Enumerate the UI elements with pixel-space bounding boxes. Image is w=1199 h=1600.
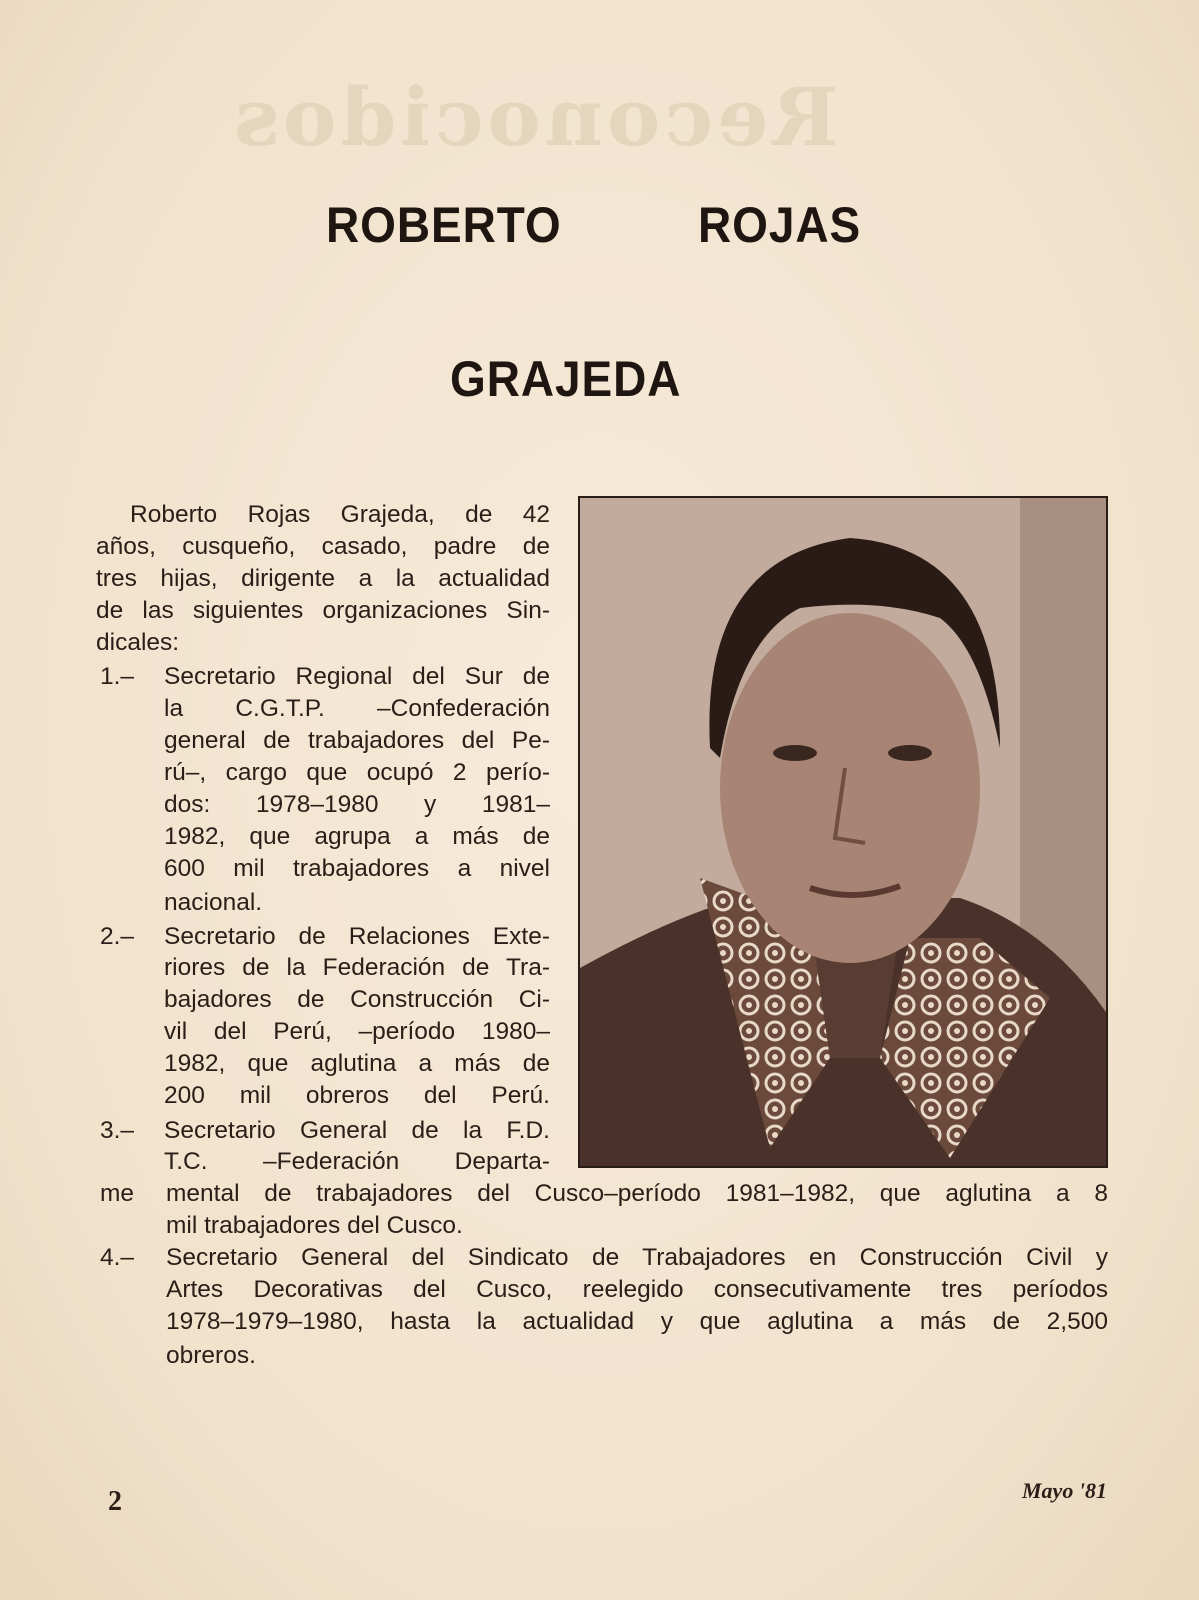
text-line xyxy=(0,758,1199,788)
line-text: mil trabajadores del Cusco. xyxy=(166,1212,463,1239)
page-number: 2 xyxy=(108,1486,122,1517)
text-line xyxy=(0,1049,1199,1079)
list-number: 1.– xyxy=(100,663,135,690)
line-text: 1982, que aglutina a más de xyxy=(164,1050,550,1077)
line-text: Roberto Rojas Grajeda, de 42 xyxy=(130,501,550,528)
line-text: dos: 1978–1980 y 1981– xyxy=(164,791,550,818)
text-line xyxy=(0,500,1199,530)
text-line xyxy=(0,1211,1199,1241)
text-line xyxy=(0,694,1199,724)
text-line xyxy=(0,662,1199,692)
text-line xyxy=(0,1179,1199,1209)
line-text: rú–, cargo que ocupó 2 perío- xyxy=(164,759,550,786)
text-line xyxy=(0,1116,1199,1146)
line-text: dicales: xyxy=(96,629,180,656)
text-line xyxy=(0,1017,1199,1047)
line-text: T.C. –Federación Departa- xyxy=(164,1148,550,1175)
line-text: vil del Perú, –período 1980– xyxy=(164,1018,550,1045)
bleed-through-text: Reconocidos xyxy=(230,70,839,164)
issue-date: Mayo '81 xyxy=(1022,1478,1107,1503)
text-line xyxy=(0,888,1199,918)
text-line xyxy=(0,854,1199,884)
text-line xyxy=(0,1243,1199,1273)
text-line xyxy=(0,1341,1199,1371)
text-line xyxy=(0,726,1199,756)
list-number: 3.– xyxy=(100,1117,135,1144)
text-line xyxy=(0,564,1199,594)
line-text: Artes Decorativas del Cusco, reelegido consecutivamente tres períodos xyxy=(166,1276,1108,1303)
line-text: Secretario General del Sindicato de Trabajadores en Construcción Civil y xyxy=(166,1244,1108,1271)
text-line xyxy=(0,1307,1199,1337)
line-text: mental de trabajadores del Cusco–período 1981–1982, que aglutina a 8 xyxy=(166,1180,1108,1207)
text-line xyxy=(0,596,1199,626)
text-line xyxy=(0,1275,1199,1305)
line-text: riores de la Federación de Tra- xyxy=(164,954,550,981)
title-surname: ROJAS xyxy=(698,197,862,253)
line-text: de las siguientes organizaciones Sin- xyxy=(96,597,550,624)
line-text: la C.G.T.P. –Confederación xyxy=(164,695,550,722)
text-line xyxy=(0,628,1199,658)
line-text: 1982, que agrupa a más de xyxy=(164,823,550,850)
text-line xyxy=(0,532,1199,562)
line-text: Secretario General de la F.D. xyxy=(164,1117,550,1144)
text-line xyxy=(0,953,1199,983)
line-text: tres hijas, dirigente a la actualidad xyxy=(96,565,550,592)
list-number: 2.– xyxy=(100,923,135,950)
line-text: Secretario de Relaciones Exte- xyxy=(164,923,550,950)
title-first-name: ROBERTO xyxy=(326,197,562,253)
line-text: bajadores de Construcción Ci- xyxy=(164,986,550,1013)
text-line xyxy=(0,790,1199,820)
line-text: 200 mil obreros del Perú. xyxy=(164,1082,550,1109)
text-line xyxy=(0,922,1199,952)
text-line xyxy=(0,1147,1199,1177)
line-text: nacional. xyxy=(164,889,263,916)
line-text: general de trabajadores del Pe- xyxy=(164,727,550,754)
text-line xyxy=(0,1081,1199,1111)
line-text: Secretario Regional del Sur de xyxy=(164,663,550,690)
line-text: obreros. xyxy=(166,1342,256,1369)
line-text: 600 mil trabajadores a nivel xyxy=(164,855,550,882)
list-number: 4.– xyxy=(100,1244,135,1271)
line-text: años, cusqueño, casado, padre de xyxy=(96,533,550,560)
line-text: 1978–1979–1980, hasta la actualidad y que aglutina a más de 2,500 xyxy=(166,1308,1108,1335)
title-second-surname: GRAJEDA xyxy=(450,351,682,407)
list-number: me xyxy=(100,1180,135,1207)
text-line xyxy=(0,822,1199,852)
text-line xyxy=(0,985,1199,1015)
